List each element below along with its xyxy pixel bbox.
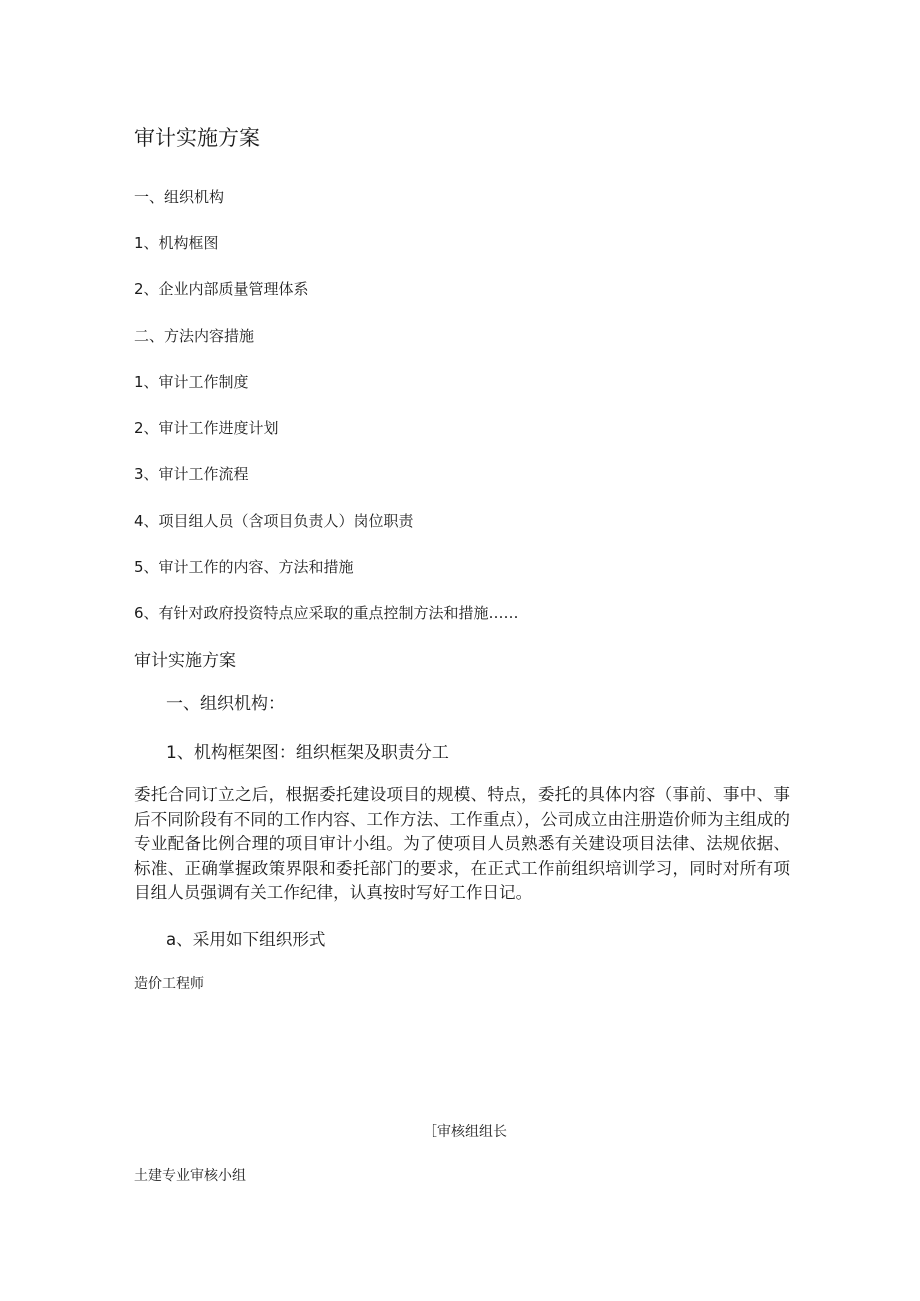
toc-item: 1、审计工作制度 [134, 373, 249, 391]
toc-item: 2、审计工作进度计划 [134, 419, 279, 437]
list-item-a: a、采用如下组织形式 [166, 930, 326, 949]
toc-item: 1、机构框图 [134, 234, 219, 252]
toc-item: 一、组织机构 [134, 188, 225, 206]
subsection-heading: 1、机构框架图：组织框架及职责分工 [166, 743, 449, 763]
org-node-civil-group: 土建专业审核小组 [134, 1168, 246, 1184]
toc-item: 3、审计工作流程 [134, 465, 249, 483]
document-title: 审计实施方案 [134, 126, 260, 150]
toc-item: 5、审计工作的内容、方法和措施 [134, 558, 354, 576]
toc-item: 2、企业内部质量管理体系 [134, 280, 309, 298]
section-heading: 一、组织机构： [166, 694, 285, 714]
toc-item: 二、方法内容措施 [134, 327, 255, 345]
org-node-leader: ［审核组组长 [423, 1124, 507, 1140]
body-paragraph: 委托合同订立之后，根据委托建设项目的规模、特点，委托的具体内容（事前、事中、事后不同阶段有不同的工作内容、工作方法、工作重点），公司成立由注册造价师为主组成的专业配备比例合理的项目审计小组。为了使项目人员熟悉有关建设项目法律、法规依据、标准、正确掌握政策界限和委托部门的要求，在正式工作前组织培训学习，同时对所有项目组人员强调有关工作纪律，认真按时写好工作日记。 [134, 785, 790, 902]
org-node-engineer: 造价工程师 [134, 976, 204, 992]
section-subtitle: 审计实施方案 [134, 651, 236, 671]
toc-item: 6、有针对政府投资特点应采取的重点控制方法和措施…… [134, 604, 519, 622]
toc-item: 4、项目组人员（含项目负责人）岗位职责 [134, 512, 414, 530]
